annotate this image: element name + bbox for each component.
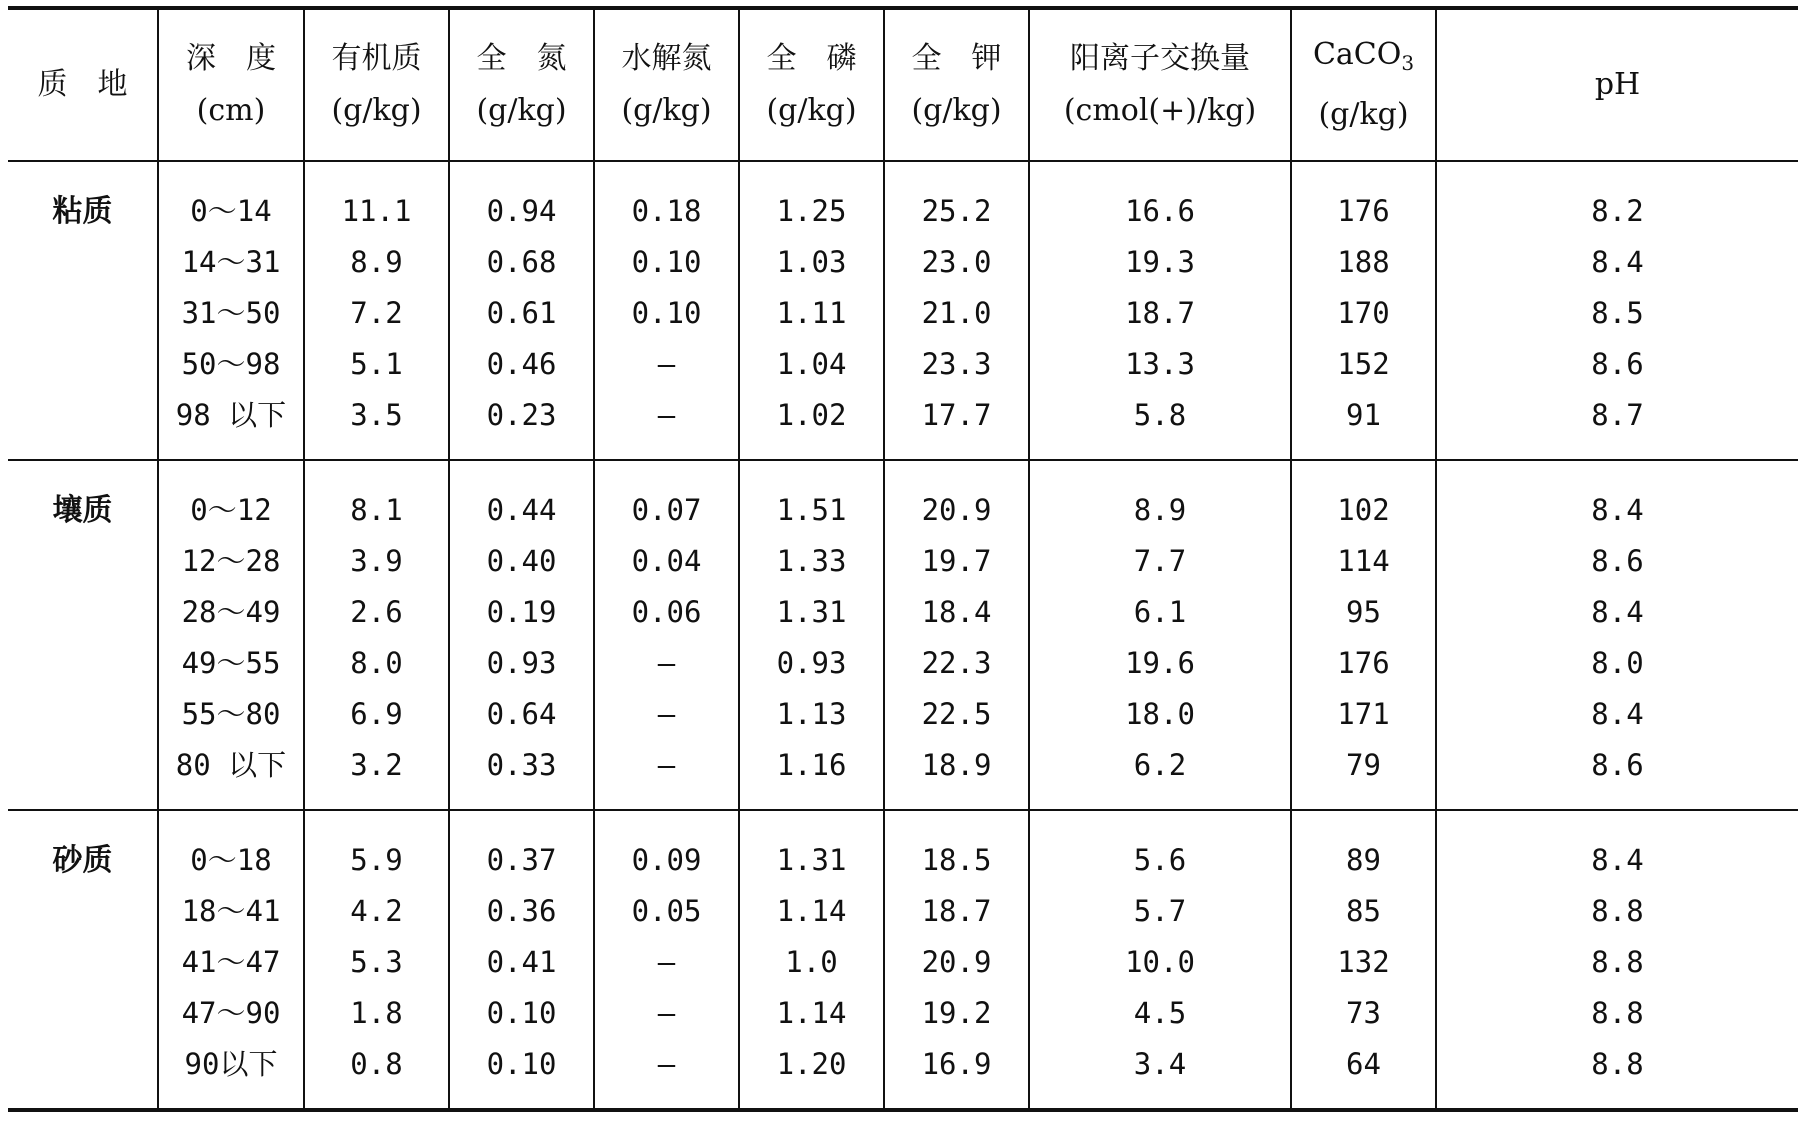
table-cell: 152 (1337, 347, 1390, 381)
table-cell: 0.94 (486, 194, 557, 228)
column-cec (1029, 810, 1291, 1110)
table-cell: — (657, 697, 676, 731)
table-cell: 4.5 (1133, 996, 1187, 1030)
table-cell: 0.04 (631, 544, 702, 578)
table-cell: — (657, 945, 676, 979)
header-hydrolyzable-nitrogen: 水解氮 (g/kg) (594, 8, 739, 161)
table-cell: 16.9 (921, 1047, 992, 1081)
table-cell: 89 (1346, 843, 1381, 877)
table-cell: 1.04 (776, 347, 847, 381)
table-cell: 3.4 (1133, 1047, 1187, 1081)
table-cell: 0.23 (486, 398, 557, 432)
texture-group-sand (8, 810, 1798, 1110)
table-cell: 7.7 (1133, 544, 1187, 578)
table-cell: 1.31 (776, 843, 847, 877)
column-hydrolyzable-nitrogen (594, 810, 739, 1110)
header-total-potassium: 全 钾 (g/kg) (884, 8, 1029, 161)
table-cell: 19.2 (921, 996, 992, 1030)
header-row (8, 8, 1798, 161)
column-hydrolyzable-nitrogen (594, 161, 739, 460)
table-cell: 1.16 (776, 748, 847, 782)
table-cell: 55～80 (181, 697, 281, 731)
table-cell: — (657, 748, 676, 782)
table-cell: — (657, 1047, 676, 1081)
table-cell: — (657, 347, 676, 381)
table-cell: 0～18 (190, 843, 272, 877)
column-total-potassium (884, 810, 1029, 1110)
table-cell: 8.4 (1591, 493, 1644, 527)
table-cell: 19.3 (1125, 245, 1195, 279)
table-cell: 8.5 (1591, 296, 1644, 330)
table-cell: 1.0 (785, 945, 838, 979)
table-cell: 90以下 (184, 1047, 278, 1081)
soil-properties-table (8, 6, 1798, 1112)
table-cell: 23.0 (921, 245, 992, 279)
table-cell: 7.2 (350, 296, 403, 330)
table-cell: 18.0 (1125, 697, 1195, 731)
table-cell: 8.8 (1591, 996, 1644, 1030)
column-total-phosphorus (739, 460, 884, 810)
table-cell: 16.6 (1125, 194, 1195, 228)
table-cell: 8.2 (1591, 194, 1644, 228)
column-caco3 (1291, 810, 1436, 1110)
table-cell: 5.7 (1133, 894, 1187, 928)
texture-group-loam (8, 460, 1798, 810)
table-cell: 4.2 (350, 894, 403, 928)
table-cell: 1.25 (776, 194, 847, 228)
table-cell: 18～41 (181, 894, 281, 928)
table-row (8, 460, 1798, 810)
table-cell: 2.6 (350, 595, 403, 629)
table-cell: 80 以下 (175, 748, 287, 782)
table-cell: 8.8 (1591, 945, 1644, 979)
table-cell: 0.36 (486, 894, 557, 928)
texture-label: 砂质 (52, 843, 113, 878)
table-cell: 114 (1337, 544, 1390, 578)
column-total-phosphorus (739, 161, 884, 460)
table-cell: 21.0 (921, 296, 992, 330)
table-cell: 1.20 (776, 1047, 847, 1081)
table-cell: — (657, 646, 676, 680)
table-cell: 95 (1346, 595, 1381, 629)
column-depth (158, 460, 304, 810)
table-cell: 6.9 (350, 697, 403, 731)
table-cell: 18.9 (921, 748, 992, 782)
table-cell: 18.5 (921, 843, 992, 877)
table-cell: 8.9 (350, 245, 403, 279)
table-cell: 0.10 (486, 1047, 557, 1081)
table-cell: 12～28 (181, 544, 281, 578)
table-cell: 0.64 (486, 697, 557, 731)
table-cell: 49～55 (181, 646, 281, 680)
table-cell: 23.3 (921, 347, 992, 381)
table-cell: 188 (1337, 245, 1390, 279)
table-cell: 0.18 (631, 194, 702, 228)
table-cell: 8.6 (1591, 748, 1644, 782)
table-header (8, 8, 1798, 161)
table-cell: 28～49 (181, 595, 281, 629)
table-cell: 102 (1337, 493, 1390, 527)
table-cell: 1.14 (776, 996, 847, 1030)
table-cell: 176 (1337, 194, 1390, 228)
table-cell: 0.37 (486, 843, 557, 877)
table-cell: 0.41 (486, 945, 557, 979)
table-cell: 1.11 (776, 296, 847, 330)
table-cell: 1.03 (776, 245, 847, 279)
table-cell: 20.9 (921, 945, 992, 979)
column-total-phosphorus (739, 810, 884, 1110)
column-cec (1029, 161, 1291, 460)
table-cell: 5.1 (350, 347, 403, 381)
column-organic-matter (304, 810, 449, 1110)
table-row (8, 810, 1798, 1110)
column-hydrolyzable-nitrogen (594, 460, 739, 810)
table-cell: 176 (1337, 646, 1390, 680)
table-cell: — (657, 996, 676, 1030)
column-ph (1436, 161, 1798, 460)
table-cell: 0.44 (486, 493, 557, 527)
column-total-potassium (884, 460, 1029, 810)
table-cell: 18.7 (1125, 296, 1195, 330)
texture-label: 壤质 (52, 493, 113, 528)
table-cell: 0.33 (486, 748, 557, 782)
table-cell: 0.93 (486, 646, 557, 680)
table-cell: — (657, 398, 676, 432)
table-cell: 19.6 (1125, 646, 1195, 680)
table-cell: 8.6 (1591, 347, 1644, 381)
texture-label: 粘质 (52, 194, 113, 229)
texture-group-clay (8, 161, 1798, 460)
table-cell: 8.0 (350, 646, 403, 680)
table-cell: 73 (1346, 996, 1381, 1030)
table-cell: 0～14 (190, 194, 272, 228)
column-cec (1029, 460, 1291, 810)
column-caco3 (1291, 460, 1436, 810)
table-cell: 79 (1346, 748, 1381, 782)
column-organic-matter (304, 161, 449, 460)
table-cell: 50～98 (181, 347, 281, 381)
table-cell: 0.06 (631, 595, 702, 629)
column-depth (158, 161, 304, 460)
table-cell: 8.8 (1591, 1047, 1644, 1081)
table-cell: 5.6 (1133, 843, 1187, 877)
table-cell: 0.19 (486, 595, 557, 629)
header-caco3: CaCO$_3$ (g/kg) (1291, 8, 1436, 161)
table-cell: 8.7 (1591, 398, 1644, 432)
table-cell: 18.7 (921, 894, 992, 928)
table-cell: 0.10 (631, 296, 702, 330)
table-cell: 0.10 (486, 996, 557, 1030)
column-total-nitrogen (449, 810, 594, 1110)
table-cell: 22.5 (921, 697, 992, 731)
table-cell: 0.40 (486, 544, 557, 578)
table-cell: 6.1 (1133, 595, 1187, 629)
table-cell: 170 (1337, 296, 1390, 330)
table-cell: 1.02 (776, 398, 847, 432)
table-cell: 3.9 (350, 544, 403, 578)
header-texture: 质 地 (8, 8, 158, 161)
column-ph (1436, 460, 1798, 810)
table-cell: 31～50 (181, 296, 281, 330)
column-caco3 (1291, 161, 1436, 460)
texture-cell (8, 460, 158, 810)
table-cell: 8.8 (1591, 894, 1644, 928)
table-cell: 0.09 (631, 843, 702, 877)
table-cell: 8.1 (350, 493, 403, 527)
header-total-phosphorus: 全 磷 (g/kg) (739, 8, 884, 161)
column-organic-matter (304, 460, 449, 810)
table-cell: 8.4 (1591, 245, 1644, 279)
column-ph (1436, 810, 1798, 1110)
table-cell: 5.9 (350, 843, 403, 877)
table-cell: 64 (1346, 1047, 1381, 1081)
table-cell: 8.4 (1591, 595, 1644, 629)
table-cell: 1.51 (776, 493, 847, 527)
table-row (8, 161, 1798, 460)
column-total-potassium (884, 161, 1029, 460)
header-organic-matter: 有机质 (g/kg) (304, 8, 449, 161)
table-cell: 0.8 (350, 1047, 403, 1081)
table-cell: 1.13 (776, 697, 847, 731)
table-cell: 47～90 (181, 996, 281, 1030)
table-cell: 0.10 (631, 245, 702, 279)
table-cell: 0.61 (486, 296, 557, 330)
column-total-nitrogen (449, 460, 594, 810)
header-cec: 阳离子交换量 (cmol(+)/kg) (1029, 8, 1291, 161)
table-cell: 5.8 (1133, 398, 1187, 432)
table-cell: 6.2 (1133, 748, 1187, 782)
table-cell: 8.0 (1591, 646, 1644, 680)
table-cell: 3.2 (350, 748, 403, 782)
table-cell: 1.8 (350, 996, 403, 1030)
table-cell: 10.0 (1125, 945, 1195, 979)
table-cell: 0.93 (776, 646, 847, 680)
table-cell: 13.3 (1125, 347, 1195, 381)
table-cell: 98 以下 (175, 398, 287, 432)
table-cell: 17.7 (921, 398, 992, 432)
table-cell: 18.4 (921, 595, 992, 629)
table-cell: 0.68 (486, 245, 557, 279)
table-cell: 0.46 (486, 347, 557, 381)
table-cell: 132 (1337, 945, 1390, 979)
table-cell: 1.33 (776, 544, 847, 578)
table-cell: 14～31 (181, 245, 281, 279)
table-cell: 171 (1337, 697, 1390, 731)
table-cell: 5.3 (350, 945, 403, 979)
header-depth: 深 度 (cm) (158, 8, 304, 161)
table-cell: 1.31 (776, 595, 847, 629)
header-ph: pH (1436, 8, 1798, 161)
texture-cell (8, 161, 158, 460)
table-cell: 25.2 (921, 194, 992, 228)
table-cell: 91 (1346, 398, 1381, 432)
table-cell: 22.3 (921, 646, 992, 680)
table-cell: 8.6 (1591, 544, 1644, 578)
table-cell: 19.7 (921, 544, 992, 578)
table-cell: 0.07 (631, 493, 702, 527)
table-cell: 8.4 (1591, 843, 1644, 877)
table-cell: 8.4 (1591, 697, 1644, 731)
column-depth (158, 810, 304, 1110)
table-cell: 1.14 (776, 894, 847, 928)
table-cell: 0.05 (631, 894, 702, 928)
column-total-nitrogen (449, 161, 594, 460)
table-cell: 20.9 (921, 493, 992, 527)
header-total-nitrogen: 全 氮 (g/kg) (449, 8, 594, 161)
table-cell: 3.5 (350, 398, 403, 432)
texture-cell (8, 810, 158, 1110)
table-cell: 85 (1346, 894, 1381, 928)
table-cell: 8.9 (1133, 493, 1187, 527)
table-cell: 11.1 (341, 194, 412, 228)
table-cell: 0～12 (190, 493, 272, 527)
table-cell: 41～47 (181, 945, 281, 979)
